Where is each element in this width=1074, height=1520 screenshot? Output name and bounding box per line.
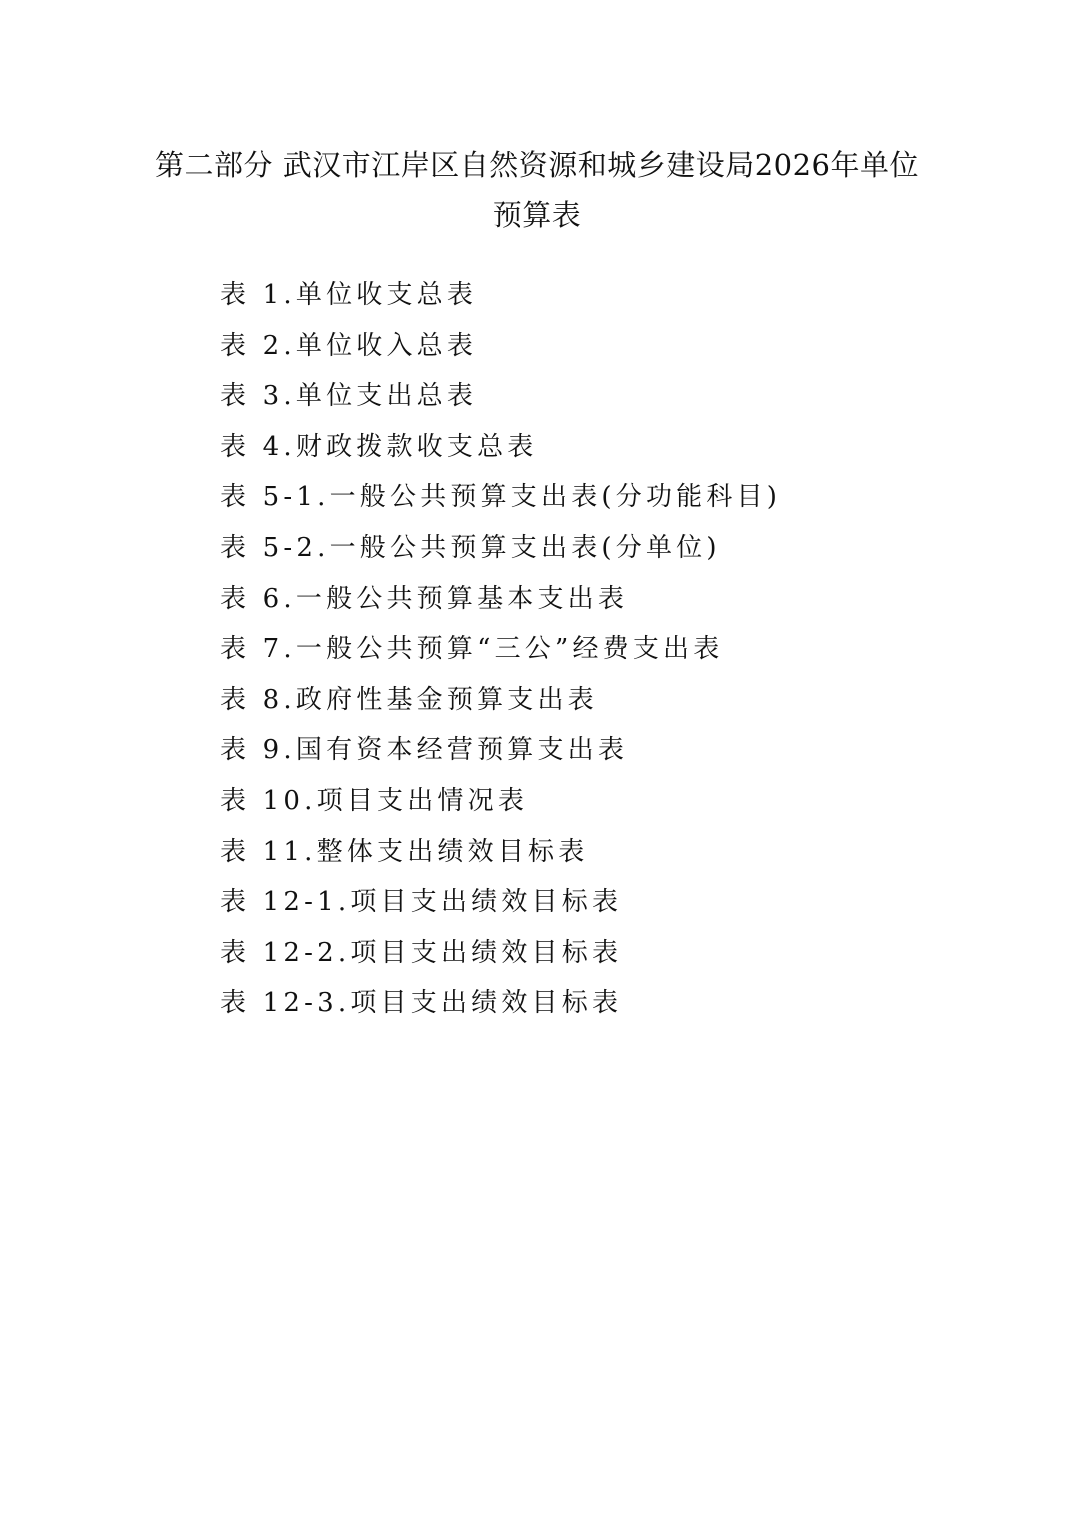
toc-item: 表 6.一般公共预算基本支出表 (220, 583, 629, 614)
title-line-1: 第二部分 武汉市江岸区自然资源和城乡建设局2026年单位 (154, 148, 920, 182)
toc-item: 表 3.单位支出总表 (220, 381, 478, 412)
title-line-2: 预算表 (492, 198, 582, 232)
toc-item: 表 1.单位收支总表 (220, 280, 478, 310)
toc-item: 表 7.一般公共预算“三公”经费支出表 (220, 634, 724, 665)
toc-item: 表 5-1.一般公共预算支出表(分功能科目) (220, 482, 782, 513)
toc-item: 表 9.国有资本经营预算支出表 (220, 735, 629, 766)
toc-item: 表 12-3.项目支出绩效目标表 (220, 988, 623, 1019)
toc-item: 表 4.财政拨款收支总表 (220, 431, 538, 462)
page-title (130, 140, 944, 240)
toc-item: 表 2.单位收入总表 (220, 330, 478, 361)
toc-item: 表 10.项目支出情况表 (220, 785, 529, 816)
toc-item: 表 12-2.项目支出绩效目标表 (220, 937, 623, 968)
toc-item: 表 11.整体支出绩效目标表 (220, 836, 589, 867)
table-of-contents (220, 270, 781, 1029)
toc-item: 表 12-1.项目支出绩效目标表 (220, 887, 623, 918)
toc-item: 表 8.政府性基金预算支出表 (220, 684, 598, 715)
toc-item: 表 5-2.一般公共预算支出表(分单位) (220, 532, 721, 563)
